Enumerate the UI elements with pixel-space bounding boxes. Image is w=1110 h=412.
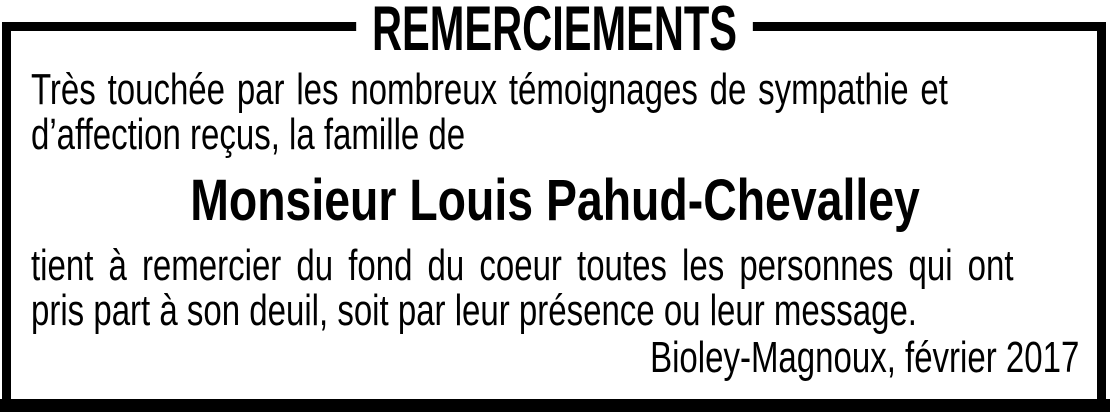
notice-body [11, 31, 1097, 380]
intro-line-2: d’affection reçus, la famille de [31, 110, 466, 159]
thanks-line-2: pris part à son deuil, soit par leur présence ou leur message. [31, 286, 917, 335]
notice-title: REMERCIEMENTS [357, 0, 754, 58]
notice-title-row [0, 0, 1110, 64]
place-date: Bioley-Magnoux, février 2017 [649, 333, 1079, 382]
bottom-rule [0, 399, 1110, 412]
intro-line-1: Très touchée par les nombreux témoignages de sympathie et [31, 65, 948, 114]
thanks-line-1: tient à remercier du fond du coeur toutes les personnes qui ont [31, 241, 1014, 290]
deceased-name: Monsieur Louis Pahud-Chevalley [190, 168, 920, 233]
